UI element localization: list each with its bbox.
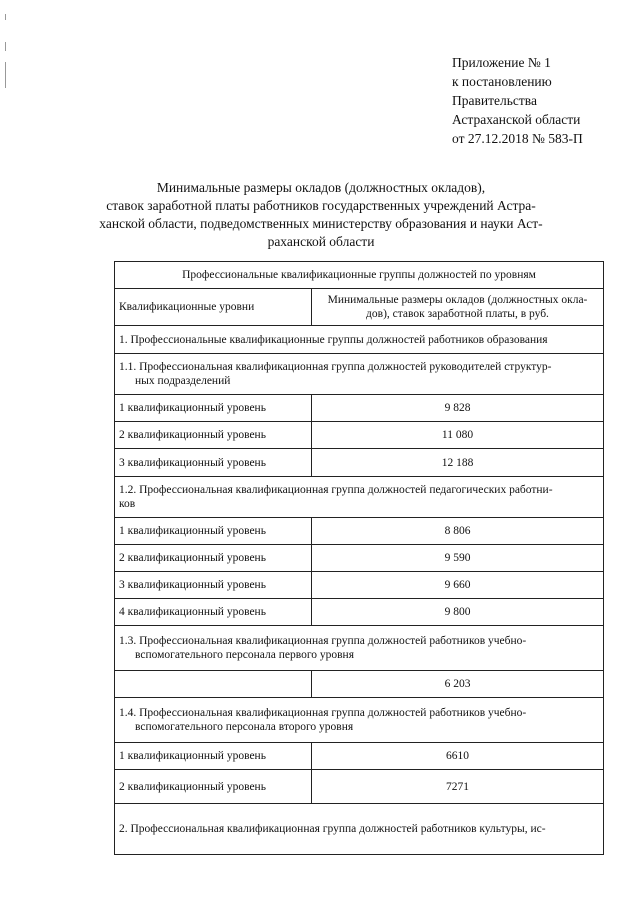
level-cell: 1 квалификационный уровень <box>115 518 312 545</box>
salary-cell: 9 660 <box>312 572 604 599</box>
appendix-line: от 27.12.2018 № 583-П <box>452 131 583 146</box>
col-header-levels: Квалификационные уровни <box>115 289 312 326</box>
salary-cell: 6 203 <box>312 671 604 698</box>
scan-edge-mark <box>5 62 6 88</box>
scan-edge-mark <box>5 14 6 20</box>
group-heading-line: вспомогательного персонала первого уровня <box>135 649 355 661</box>
group-heading-line: 1.1. Профессиональная квалификационная группа должностей руководителей структур- <box>119 361 552 373</box>
scan-edge-mark <box>5 42 6 51</box>
salary-cell: 7271 <box>312 770 604 804</box>
salary-cell: 11 080 <box>312 422 604 449</box>
col-header-salary: Минимальные размеры окладов (должностных окла-дов), ставок заработной платы, в руб. <box>312 289 604 326</box>
group-heading-line: ков <box>119 498 136 510</box>
group-heading-line: 1.4. Профессиональная квалификационная группа должностей работников учебно- <box>119 707 527 719</box>
group-heading <box>115 626 604 671</box>
table-main-header: Профессиональные квалификационные группы должностей по уровням <box>115 262 604 289</box>
level-cell: 2 квалификационный уровень <box>115 770 312 804</box>
level-cell: 3 квалификационный уровень <box>115 449 312 477</box>
salary-cell: 9 828 <box>312 395 604 422</box>
appendix-line: к постановлению <box>452 74 552 89</box>
title-line: Минимальные размеры окладов (должностных окладов), <box>156 180 486 195</box>
group-heading <box>115 477 604 518</box>
salary-cell: 6610 <box>312 743 604 770</box>
section-heading: 2. Профессиональная квалификационная группа должностей работников культуры, ис- <box>115 804 604 855</box>
level-cell: 2 квалификационный уровень <box>115 422 312 449</box>
salary-cell: 8 806 <box>312 518 604 545</box>
level-cell: 2 квалификационный уровень <box>115 545 312 572</box>
level-cell: 3 квалификационный уровень <box>115 572 312 599</box>
level-cell: 4 квалификационный уровень <box>115 599 312 626</box>
appendix-line: Правительства <box>452 93 537 108</box>
group-heading-line: вспомогательного персонала второго уровня <box>135 721 354 733</box>
group-heading-line: ных подразделений <box>135 375 231 387</box>
level-cell <box>115 671 312 698</box>
salary-cell: 9 800 <box>312 599 604 626</box>
appendix-line: Приложение № 1 <box>452 55 551 70</box>
group-heading <box>115 698 604 743</box>
title-line: раханской области <box>267 234 375 249</box>
title-line: ставок заработной платы работников государственных учреждений Астра- <box>106 198 536 213</box>
salary-table <box>114 261 604 855</box>
appendix-line: Астраханской области <box>452 112 581 127</box>
salary-cell: 12 188 <box>312 449 604 477</box>
salary-cell: 9 590 <box>312 545 604 572</box>
group-heading-line: 1.3. Профессиональная квалификационная группа должностей работников учебно- <box>119 635 527 647</box>
document-title <box>96 179 546 251</box>
title-line: ханской области, подведомственных министерству образования и науки Аст- <box>99 216 543 231</box>
group-heading-line: 1.2. Профессиональная квалификационная группа должностей педагогических работни- <box>119 484 553 496</box>
section-heading: 1. Профессиональные квалификационные группы должностей работников образования <box>115 326 604 354</box>
level-cell: 1 квалификационный уровень <box>115 395 312 422</box>
group-heading <box>115 354 604 395</box>
appendix-block <box>452 53 583 148</box>
level-cell: 1 квалификационный уровень <box>115 743 312 770</box>
